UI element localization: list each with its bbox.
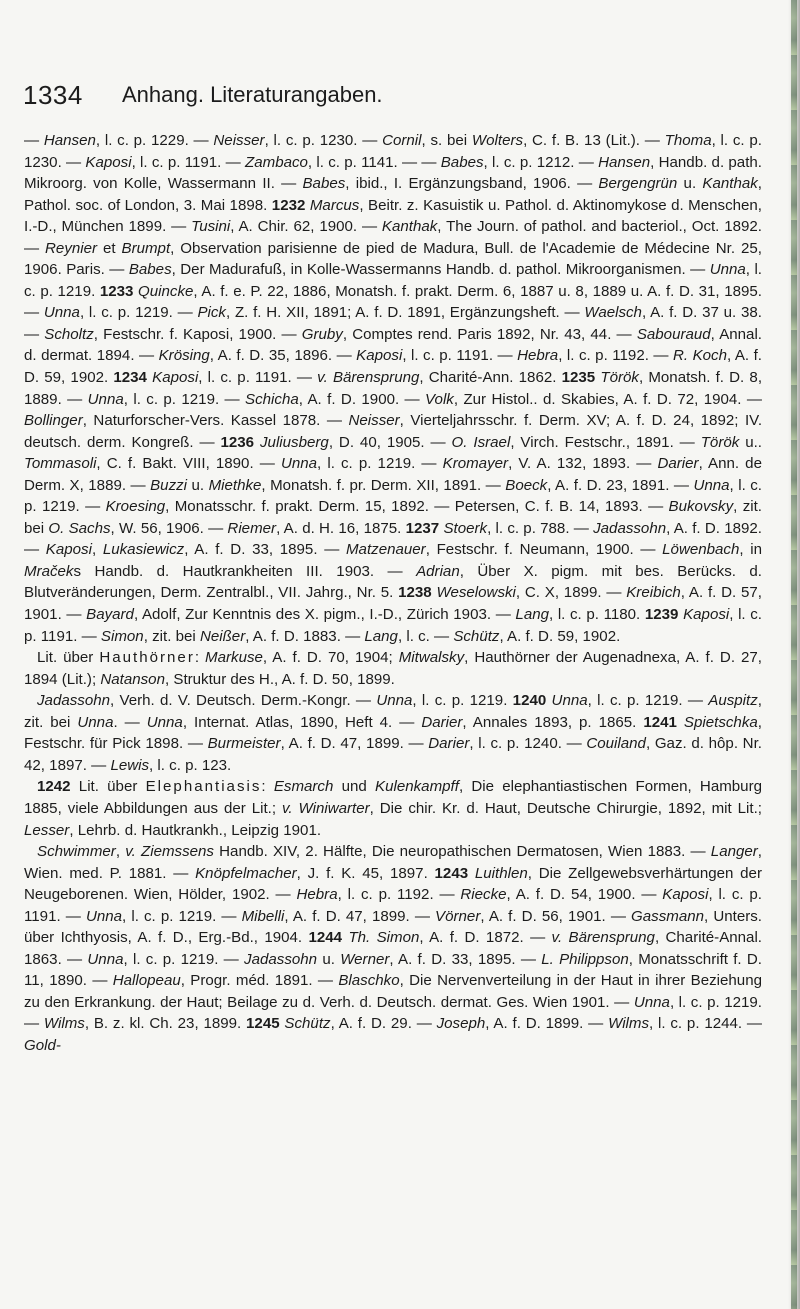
author-name: Th. Simon — [348, 929, 420, 947]
author-name: Unna — [146, 713, 183, 731]
author-name: v. Bärensprung — [317, 369, 420, 387]
citation-text: , zit. bei — [24, 498, 762, 537]
citation-text: , A. f. D. 70, 1904; — [262, 649, 399, 667]
author-name: R. Koch — [672, 347, 727, 365]
author-name: Lang — [515, 606, 549, 624]
citation-text: , Z. f. H. XII, 1891; A. f. D. 1891, Ergänzungsheft. — — [225, 304, 585, 322]
author-name: Quincke — [138, 282, 194, 300]
citation-text: , A. f. D. 47, 1899. — — [284, 907, 436, 925]
author-name: Mraček — [24, 562, 74, 580]
author-name: Unna — [633, 993, 670, 1011]
reference-number: 1233 — [99, 282, 134, 300]
citation-text: , Annal. d. dermat. 1894. — — [24, 325, 762, 365]
citation-text: und — [333, 778, 376, 796]
author-name: Unna — [85, 907, 123, 925]
citation-text: , Beitr. z. Kasuistik u. Pathol. d. Aktinomykose d. Menschen, I.-D., München 1899. — — [24, 196, 763, 236]
author-name: Thoma — [664, 132, 712, 149]
citation-text: , zit. bei — [24, 692, 762, 731]
author-name: Hansen — [598, 153, 651, 171]
citation-text: , Ann. de Derm. X, 1889. — — [24, 455, 762, 494]
author-name: Gruby — [301, 325, 343, 343]
citation-text: , Festschr. f. Neumann, 1900. — — [425, 541, 663, 559]
author-name: Lewis — [110, 756, 150, 774]
author-name: Kaposi — [683, 606, 730, 624]
citation-text: , A. f. D. 33, 1895. — — [184, 541, 346, 559]
page-number: 1334 — [23, 80, 83, 110]
author-name: Burmeister — [207, 735, 281, 753]
page-header — [23, 80, 783, 120]
author-name: Wilms — [608, 1015, 650, 1033]
citation-text: , A. f. D. 1883. — — [245, 627, 365, 645]
author-name: Kaposi — [45, 541, 92, 559]
citation-text: , A. f. D. 1892. — — [24, 519, 762, 559]
reference-number: 1245 — [246, 1015, 280, 1033]
reference-number: 1244 — [308, 929, 343, 947]
author-name: Kaposi — [85, 153, 132, 171]
citation-text: , zit. bei — [143, 627, 200, 645]
author-name: Langer — [710, 843, 758, 861]
citation-text: , C. X, 1899. — — [515, 584, 627, 602]
author-name: Jadassohn — [593, 519, 667, 537]
reference-number: 1241 — [643, 713, 677, 731]
citation-text: , C. f. B. 13 (Lit.). — — [523, 132, 665, 149]
reference-number: 1239 — [644, 606, 679, 624]
author-name: Blaschko — [338, 972, 400, 990]
citation-text: , l. c. p. 1219. — — [317, 455, 443, 473]
author-name: Gold- — [24, 1036, 61, 1054]
citation-text: , A. f. D. 1900. — — [298, 390, 426, 408]
author-name: Kanthak — [702, 175, 758, 193]
author-name: Bergengrün — [598, 175, 678, 193]
citation-text: u.. — [739, 433, 762, 451]
citation-text: s Handb. d. Hautkrankheiten III. 1903. — — [73, 562, 417, 580]
citation-text: , Gaz. d. hôp. Nr. 42, 1897. — — [24, 735, 762, 774]
bibliography-paragraph — [24, 130, 762, 647]
author-name: Sabouraud — [636, 325, 711, 343]
citation-text: : — [194, 649, 206, 667]
author-name: Hallopeau — [112, 972, 181, 990]
citation-text: u. — [187, 476, 209, 494]
binding-edge-strip — [791, 0, 797, 1309]
citation-text: , Wien. med. P. 1881. — — [24, 843, 762, 882]
author-name: Juliusberg — [260, 433, 329, 451]
citation-text: , Annales 1893, p. 1865. — [462, 713, 644, 731]
author-name: Miethke — [208, 476, 262, 494]
citation-text: , Monatsschrift f. D. 11, 1890. — — [24, 950, 762, 990]
spaced-topic: Hauthörner — [99, 649, 195, 667]
citation-text: , l. c. p. 1212. — — [483, 153, 599, 171]
citation-text: , D. 40, 1905. — — [328, 433, 452, 451]
citation-text: , l. c. p. 1219. — — [79, 304, 198, 322]
author-name: Unna — [87, 950, 124, 968]
author-name: Babes — [302, 175, 346, 193]
citation-text: , l. c. p. 1240. — — [469, 735, 587, 753]
citation-text: , A. f. D. 29. — — [330, 1015, 437, 1033]
author-name: Lang — [364, 627, 398, 645]
citation-text: , A. f. D. 59, 1902. — [24, 347, 762, 387]
citation-text: , l. c. p. 1191. — — [402, 347, 518, 365]
citation-text: , l. c. p. 1219. — [24, 261, 762, 300]
author-name: Gassmann — [631, 907, 705, 925]
citation-text: et — [97, 239, 122, 257]
author-name: Hebra — [517, 347, 559, 365]
reference-number: 1243 — [434, 864, 469, 882]
author-name: Jadassohn — [244, 950, 318, 968]
citation-text: , A. f. D. 56, 1901. — — [480, 907, 632, 925]
citation-text: , Hauthörner der Augenadnexa, A. f. D. 27, 1894 (Lit.); — [24, 649, 762, 688]
spaced-topic: Elephantiasis — [145, 778, 262, 796]
reference-number: 1235 — [561, 369, 596, 387]
author-name: Adrian — [416, 562, 460, 580]
bibliography-text — [24, 130, 762, 1057]
author-name: Joseph — [436, 1015, 486, 1033]
citation-text: , Comptes rend. Paris 1892, Nr. 43, 44. — — [342, 325, 637, 343]
citation-text: , Die Zellgewebsverhärtungen der Neugeborenen. Wien, Hölder, 1902. — — [24, 864, 762, 904]
author-name: Unna — [280, 455, 318, 473]
citation-text: , Über X. pigm. mit bes. Berücks. d. Blutveränderungen, Derm. Zentralbl., VII. Jahrg., Nr. 5. — [24, 562, 763, 602]
author-name: Babes — [440, 153, 484, 171]
author-name: Werner — [340, 950, 390, 968]
author-name: Kroesing — [105, 498, 166, 516]
author-name: Kromayer — [442, 455, 509, 473]
citation-text: , A. f. D. 1872. — — [419, 929, 552, 947]
author-name: Marcus — [309, 196, 360, 214]
citation-text: u. — [317, 950, 341, 968]
citation-text — [677, 714, 684, 731]
author-name: Spietschka — [683, 713, 758, 731]
citation-text: Lit. über — [37, 649, 100, 667]
author-name: Reynier — [45, 239, 98, 257]
reference-number: 1237 — [405, 519, 440, 537]
author-name: Matzenauer — [345, 541, 426, 559]
author-name: Neißer — [199, 627, 246, 645]
citation-text: , l. c. p. 1219. — — [24, 993, 762, 1033]
citation-text: , Die elephantiastischen Formen, Hamburg 1885, viele Abbildungen aus der Lit.; — [24, 778, 762, 817]
citation-text: , l. c. p. 1191. — — [198, 369, 318, 387]
citation-text: , Struktur des H., A. f. D. 50, 1899. — [164, 670, 395, 688]
citation-text: , l. c. — — [397, 627, 454, 645]
author-name: Lukasiewicz — [102, 541, 185, 559]
author-name: Stoerk — [443, 519, 488, 537]
author-name: Unna — [376, 692, 413, 710]
citation-text: , l. c. p. 1191. — — [24, 886, 762, 925]
citation-text: , l. c. p. 1244. — — [649, 1015, 762, 1033]
citation-text: , A. f. D. 47, 1899. — — [280, 735, 429, 753]
reference-number: 1242 — [37, 778, 71, 796]
citation-text: , l. c. p. 1191. — — [131, 153, 245, 171]
citation-text: , Der Madurafuß, in Kolle-Wassermanns Handb. d. pathol. Mikroorganismen. — — [171, 261, 710, 279]
author-name: Darier — [657, 455, 699, 473]
citation-text: , C. f. Bakt. VIII, 1890. — — [96, 455, 281, 473]
author-name: Neisser — [348, 412, 400, 430]
citation-text: , l. c. p. 1219. — — [123, 390, 246, 408]
author-name: Kaposi — [152, 369, 199, 387]
citation-text: , l. c. p. 1229. — — [95, 132, 214, 149]
author-name: v. Winiwarter — [281, 799, 370, 817]
citation-text: , Lehrb. d. Hautkrankh., Leipzig 1901. — [69, 821, 322, 839]
citation-text: , V. A. 132, 1893. — — [508, 455, 658, 473]
author-name: Esmarch — [273, 778, 334, 796]
citation-text: — — [24, 132, 44, 149]
citation-text: , — [115, 843, 126, 861]
reference-number: 1240 — [512, 692, 547, 710]
author-name: Unna — [551, 692, 588, 710]
reference-number: 1236 — [220, 433, 255, 451]
reference-number: 1234 — [113, 369, 147, 387]
citation-text: , Unters. über Ichthyosis, A. f. D., Erg.-Bd., 1904. — [24, 907, 762, 947]
author-name: Vörner — [435, 907, 481, 925]
author-name: Brumpt — [121, 239, 171, 257]
citation-text: , Charité-Annal. 1863. — — [24, 929, 762, 968]
author-name: Cornil — [382, 132, 422, 149]
author-name: v. Bärensprung — [551, 929, 655, 947]
citation-text: , J. f. K. 45, 1897. — [296, 864, 435, 882]
citation-text: , A. f. D. 23, 1891. — — [547, 476, 694, 494]
author-name: Knöpfelmacher — [195, 864, 297, 882]
author-name: Jadassohn — [37, 692, 111, 710]
author-name: Pick — [197, 304, 226, 322]
citation-text: , l. c. p. 1219. — — [122, 907, 242, 925]
author-name: Riemer — [227, 519, 277, 537]
author-name: Scholtz — [44, 325, 94, 343]
citation-text: Handb. XIV, 2. Hälfte, Die neuropathischen Dermatosen, Wien 1883. — — [213, 843, 711, 861]
citation-text: , A. f. D. 54, 1900. — — [506, 886, 663, 904]
citation-text: , Verh. d. V. Deutsch. Derm.-Kongr. — — [110, 692, 377, 710]
citation-text: , l. c. p. 1180. — [549, 606, 645, 624]
author-name: Schwimmer — [37, 843, 116, 861]
citation-text: , l. c. p. 1219. — — [587, 692, 709, 710]
citation-text: , Monatsh. f. pr. Derm. XII, 1891. — — [261, 476, 506, 494]
citation-text: , B. z. kl. Ch. 23, 1899. — [84, 1015, 247, 1033]
author-name: Schütz — [453, 627, 500, 645]
citation-text: , Adolf, Zur Kenntnis des X. pigm., I.-D., Zürich 1903. — — [133, 606, 516, 624]
author-name: Lesser — [24, 821, 70, 839]
author-name: Schütz — [284, 1015, 331, 1033]
author-name: Unna — [87, 390, 124, 408]
author-name: L. Philippson — [541, 950, 629, 968]
citation-text: , Progr. méd. 1891. — — [180, 972, 339, 990]
author-name: v. Ziemssens — [125, 843, 214, 861]
author-name: Volk — [425, 390, 454, 408]
citation-text: , ibid., I. Ergänzungsband, 1906. — — [345, 175, 599, 193]
author-name: Mitwalsky — [398, 649, 465, 667]
citation-text: , A. Chir. 62, 1900. — — [230, 218, 382, 236]
author-name: Babes — [128, 261, 172, 279]
author-name: Auspitz — [708, 692, 758, 710]
author-name: Kreibich — [626, 584, 681, 602]
bibliography-paragraph — [24, 647, 762, 690]
bibliography-paragraph — [24, 776, 762, 841]
citation-text: , l. c. p. 1192. — — [558, 347, 673, 365]
author-name: Simon — [100, 627, 144, 645]
author-name: Weselowski — [436, 584, 516, 602]
citation-text: , s. bei — [421, 132, 472, 149]
author-name: Zambaco — [245, 153, 308, 171]
citation-text: , Monatsh. f. D. 8, 1889. — — [24, 369, 763, 408]
citation-text: . — — [113, 713, 147, 731]
citation-text: , l. c. p. 123. — [149, 756, 232, 774]
citation-text: , Observation parisienne de pied de Madura, Bull. de l'Academie de Médecine Nr. 25, 1906. Paris. — — [24, 239, 762, 279]
author-name: Couiland — [586, 735, 646, 753]
citation-text: , l. c. p. 1191. — — [24, 606, 762, 645]
author-name: O. Sachs — [48, 519, 111, 537]
author-name: O. Israel — [451, 433, 511, 451]
author-name: Markuse — [205, 649, 263, 667]
author-name: Török — [700, 433, 740, 451]
citation-text: , Festschr. für Pick 1898. — — [24, 713, 762, 753]
citation-text: , Festschr. f. Kaposi, 1900. — — [93, 325, 302, 343]
author-name: Unna — [43, 304, 80, 322]
citation-text: , Handb. d. path. Mikroorg. von Kolle, Wassermann II. — — [24, 153, 762, 193]
citation-text: , Virch. Festschr., 1891. — — [510, 433, 701, 451]
citation-text: , The Journ. of pathol. and bacteriol., Oct. 1892. — — [24, 218, 763, 257]
author-name: Unna — [693, 476, 730, 494]
citation-text: , — [91, 541, 103, 559]
author-name: Schicha — [245, 390, 299, 408]
author-name: Kaposi — [662, 886, 709, 904]
citation-text: , l. c. p. 1230. — — [24, 132, 762, 171]
author-name: Bollinger — [24, 412, 83, 430]
bibliography-paragraph — [24, 841, 762, 1056]
citation-text: , A. f. D. 33, 1895. — — [389, 950, 542, 968]
author-name: Bayard — [86, 606, 134, 624]
author-name: Darier — [428, 735, 470, 753]
citation-text: , Monatsschr. f. prakt. Derm. 15, 1892. — Petersen, C. f. B. 14, 1893. — — [165, 498, 669, 516]
reference-number: 1238 — [398, 584, 432, 602]
citation-text: , Pathol. soc. of London, 3. Mai 1898. — [24, 175, 762, 214]
citation-text: , l. c. p. 1219. — — [24, 476, 762, 516]
author-name: Hansen — [43, 132, 96, 149]
author-name: Waelsch — [584, 304, 642, 322]
citation-text: , A. f. D. 37 u. 38. — — [24, 304, 762, 343]
citation-text: , l. c. p. 1230. — — [264, 132, 383, 149]
citation-text: , Vierteljahrsschr. f. Derm. XV; A. f. D. 24, 1892; IV. deutsch. derm. Kongreß. — — [24, 412, 763, 451]
author-name: Wilms — [43, 1015, 85, 1033]
citation-text: , Naturforscher-Vers. Kassel 1878. — — [82, 412, 349, 430]
author-name: Tommasoli — [24, 455, 97, 473]
bibliography-paragraph — [24, 690, 762, 776]
citation-text — [468, 865, 475, 882]
citation-text: u. — [677, 175, 703, 193]
author-name: Kaposi — [356, 347, 403, 365]
citation-text: , Die Nervenverteilung in der Haut in ihrer Beziehung zu den Erkrankung. der Haut; Beilage zu d. Verh. d. Deutsch. dermat. Ges. Wien 1901. — — [24, 972, 762, 1011]
author-name: Hebra — [296, 886, 338, 904]
citation-text: , Zur Histol.. d. Skabies, A. f. D. 72, 1904. — — [453, 390, 762, 408]
citation-text: , Internat. Atlas, 1890, Heft 4. — — [182, 713, 422, 731]
citation-text: , l. c. p. 788. — — [487, 519, 594, 537]
citation-text: , A. f. D. 59, 1902. — [499, 627, 621, 645]
author-name: Wolters — [471, 132, 524, 149]
author-name: Löwenbach — [662, 541, 740, 559]
reference-number: 1232 — [271, 196, 306, 214]
author-name: Riecke — [460, 886, 507, 904]
author-name: Buzzi — [150, 476, 188, 494]
citation-text: , W. 56, 1906. — — [110, 519, 228, 537]
citation-text: , A. d. H. 16, 1875. — [276, 519, 406, 537]
author-name: Kulenkampff — [375, 778, 459, 796]
citation-text: Lit. über — [70, 778, 146, 796]
author-name: Luithlen — [474, 864, 528, 882]
citation-text: , l. c. p. 1219. — — [123, 950, 245, 968]
author-name: Unna — [709, 261, 746, 279]
author-name: Krösing — [158, 347, 210, 365]
citation-text: , l. c. p. 1219. — [412, 692, 513, 710]
running-head: Anhang. Literaturangaben. — [122, 82, 383, 107]
citation-text: , in — [739, 541, 763, 559]
citation-text: : — [261, 778, 274, 796]
citation-text: , A. f. D. 1899. — — [485, 1015, 609, 1033]
author-name: Mibelli — [241, 907, 285, 925]
author-name: Unna — [77, 713, 114, 731]
author-name: Boeck — [505, 476, 548, 494]
citation-text: , A. f. e. P. 22, 1886, Monatsh. f. prakt. Derm. 6, 1887 u. 8, 1889 u. A. f. D. 31, 1895. — — [24, 282, 762, 322]
citation-text: , l. c. p. 1141. — — — [307, 153, 441, 171]
author-name: Bukovsky — [668, 498, 734, 516]
citation-text: , Charité-Ann. 1862. — [419, 369, 562, 387]
citation-text: , Die chir. Kr. d. Haut, Deutsche Chirurgie, 1892, mit Lit.; — [369, 799, 762, 817]
citation-text: , l. c. p. 1192. — — [337, 886, 461, 904]
author-name: Tusini — [191, 218, 231, 236]
author-name: Darier — [421, 713, 463, 731]
author-name: Natanson — [100, 670, 165, 688]
author-name: Kanthak — [381, 218, 438, 236]
citation-text: , A. f. D. 57, 1901. — — [24, 584, 762, 624]
author-name: Török — [600, 369, 639, 387]
citation-text: , A. f. D. 35, 1896. — — [209, 347, 357, 365]
author-name: Neisser — [213, 132, 265, 149]
